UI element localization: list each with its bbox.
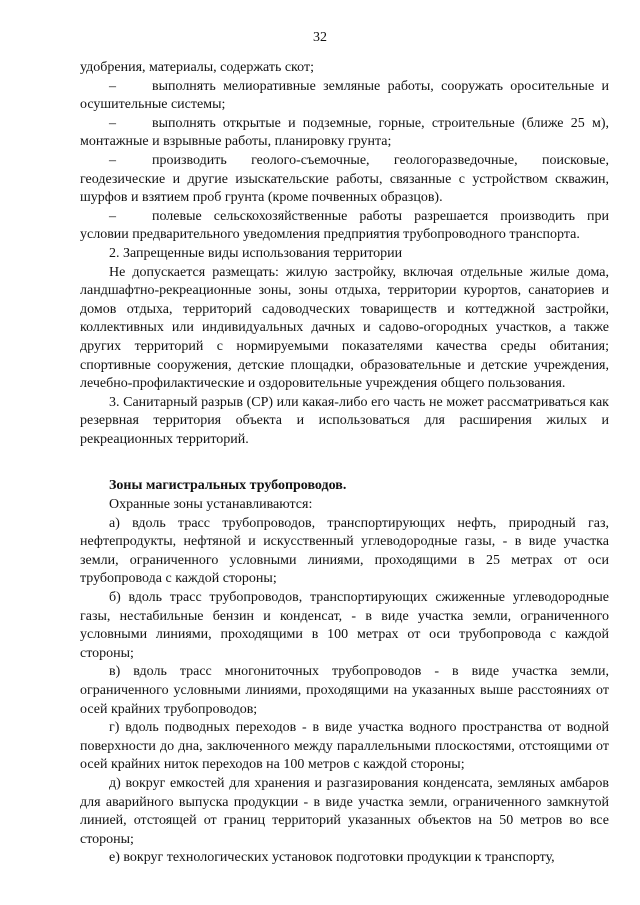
list-item-text: производить геолого-съемочные, геологоразведочные, поисковые, геодезические и другие изыскательские работы, связанные с устройством скважин, шурфов и взятием проб грунта (кроме почвенных образцов). xyxy=(80,152,609,206)
dash-marker: – xyxy=(109,152,116,168)
list-item-text: полевые сельскохозяйственные работы разрешается производить при условии предварительного уведомления предприятия трубопроводного транспорта. xyxy=(80,208,609,243)
list-item-text: выполнять мелиоративные земляные работы, сооружать оросительные и осушительные системы; xyxy=(80,78,609,113)
list-item-e: е) вокруг технологических установок подготовки продукции к транспорту, xyxy=(109,850,555,866)
page-number: 32 xyxy=(313,30,327,45)
paragraph: 3. Санитарный разрыв (СР) или какая-либо его часть не может рассматриваться как резервная территория объекта и использоваться для расширения жилых и рекреационных территорий. xyxy=(80,394,609,447)
paragraph: Не допускается размещать: жилую застройку, включая отдельные жилые дома, ландшафтно-рекреационные зоны, зоны отдыха, территории курортов, санаториев и домов отдыха, территорий садоводческих товариществ и коттеджной застройки, коллективных или индивидуальных дачных и садово-огородных участков, а также других территорий с нормируемыми показателями качества среды обитания; спортивные сооружения, детские площадки, образовательные и детские учреждения, лечебно-профилактические и оздоровительные учреждения общего пользования. xyxy=(80,264,609,392)
spacer xyxy=(80,449,609,477)
paragraph-continuation: удобрения, материалы, содержать скот; xyxy=(80,60,314,75)
list-item-b: б) вдоль трасс трубопроводов, транспортирующих сжиженные углеводородные газы, нестабильные бензин и конденсат, - в виде участка земли, ограниченного условными линиями, проходящими в 100 метрах от оси трубопровода с каждой стороны; xyxy=(80,590,609,661)
paragraph: Охранные зоны устанавливаются: xyxy=(109,497,313,513)
dash-marker: – xyxy=(109,78,116,94)
dash-list-item xyxy=(80,208,609,245)
list-item-g: г) вдоль подводных переходов - в виде участка водного пространства от водной поверхности до дна, заключенного между параллельными плоскостями, отстоящими от осей крайних ниток переходов на 100 метров с каждой стороны; xyxy=(80,720,609,773)
list-item-v: в) вдоль трасс многониточных трубопроводов - в виде участка земли, ограниченного условными линиями, проходящими на указанных выше расстояниях от осей крайних трубопроводов; xyxy=(80,664,609,717)
dash-list-item xyxy=(80,78,609,115)
section-heading: Зоны магистральных трубопроводов. xyxy=(109,478,347,494)
dash-marker: – xyxy=(109,115,116,131)
list-item-text: выполнять открытые и подземные, горные, строительные (ближе 25 м), монтажные и взрывные работы, планировку грунта; xyxy=(80,115,609,150)
dash-list-item xyxy=(80,115,609,152)
document-body xyxy=(80,59,609,868)
list-item-a: а) вдоль трасс трубопроводов, транспортирующих нефть, природный газ, нефтепродукты, нефтяной и искусственный углеводородные газы, - в виде участка земли, ограниченного условными линиями, проходящими в 25 метрах от оси трубопровода с каждой стороны; xyxy=(80,515,609,587)
dash-list-item xyxy=(80,152,609,208)
dash-marker: – xyxy=(109,208,116,224)
list-item-d: д) вокруг емкостей для хранения и разгазирования конденсата, земляных амбаров для аварийного выпуска продукции - в виде участка земли, ограниченного замкнутой линией, отстоящей от границ территорий указанных объектов на 50 метров во все стороны; xyxy=(80,775,609,847)
section-subtitle: 2. Запрещенные виды использования территории xyxy=(109,245,403,261)
